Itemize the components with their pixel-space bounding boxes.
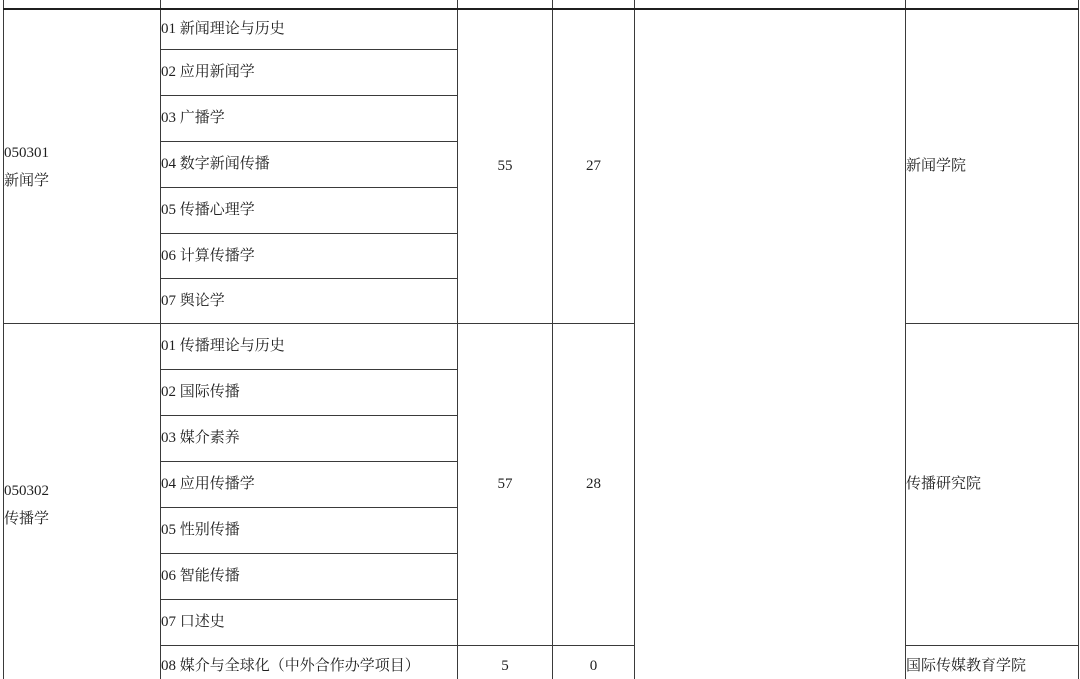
direction-cell: 03 媒介素养: [161, 416, 458, 462]
direction-cell: 06 智能传播: [161, 554, 458, 600]
num2-cell: 0: [553, 646, 635, 679]
num2-cell: 27: [553, 9, 635, 324]
direction-cell: 02 应用新闻学: [161, 50, 458, 96]
direction-cell: 07 口述史: [161, 600, 458, 646]
direction-cell: 04 数字新闻传播: [161, 142, 458, 188]
num1-cell: 5: [458, 646, 553, 679]
college-cell: 传播研究院: [906, 324, 1079, 646]
college-cell: 新闻学院: [906, 9, 1079, 324]
cutoff-row-top: [4, 0, 1079, 9]
cutoff-cell: [4, 0, 161, 9]
direction-cell: 06 计算传播学: [161, 234, 458, 279]
cutoff-cell: [635, 0, 906, 9]
table-row: [4, 9, 1079, 50]
direction-cell: 08 媒介与全球化（中外合作办学项目）: [161, 646, 458, 679]
num1-cell: 57: [458, 324, 553, 646]
cutoff-cell: [553, 0, 635, 9]
admissions-table: [3, 0, 1079, 679]
num1-cell: 55: [458, 9, 553, 324]
direction-cell: 01 传播理论与历史: [161, 324, 458, 370]
num2-cell: 28: [553, 324, 635, 646]
direction-cell: 05 性别传播: [161, 508, 458, 554]
major-name: 传播学: [4, 511, 50, 527]
major-cell: [4, 324, 161, 679]
major-name: 新闻学: [4, 172, 50, 189]
direction-cell: 07 舆论学: [161, 279, 458, 324]
cutoff-cell: [906, 0, 1079, 9]
major-code: 050301: [4, 144, 49, 161]
cutoff-cell: [161, 0, 458, 9]
major-code: 050302: [4, 483, 49, 499]
table-row: [4, 324, 1079, 370]
major-cell: [4, 9, 161, 324]
direction-cell: 04 应用传播学: [161, 462, 458, 508]
table-row: [4, 646, 1079, 679]
blank-merged-cell: [635, 9, 906, 679]
direction-cell: 03 广播学: [161, 96, 458, 142]
cutoff-cell: [458, 0, 553, 9]
college-cell: 国际传媒教育学院: [906, 646, 1079, 679]
direction-cell: 02 国际传播: [161, 370, 458, 416]
direction-cell: 01 新闻理论与历史: [161, 9, 458, 50]
direction-cell: 05 传播心理学: [161, 188, 458, 234]
